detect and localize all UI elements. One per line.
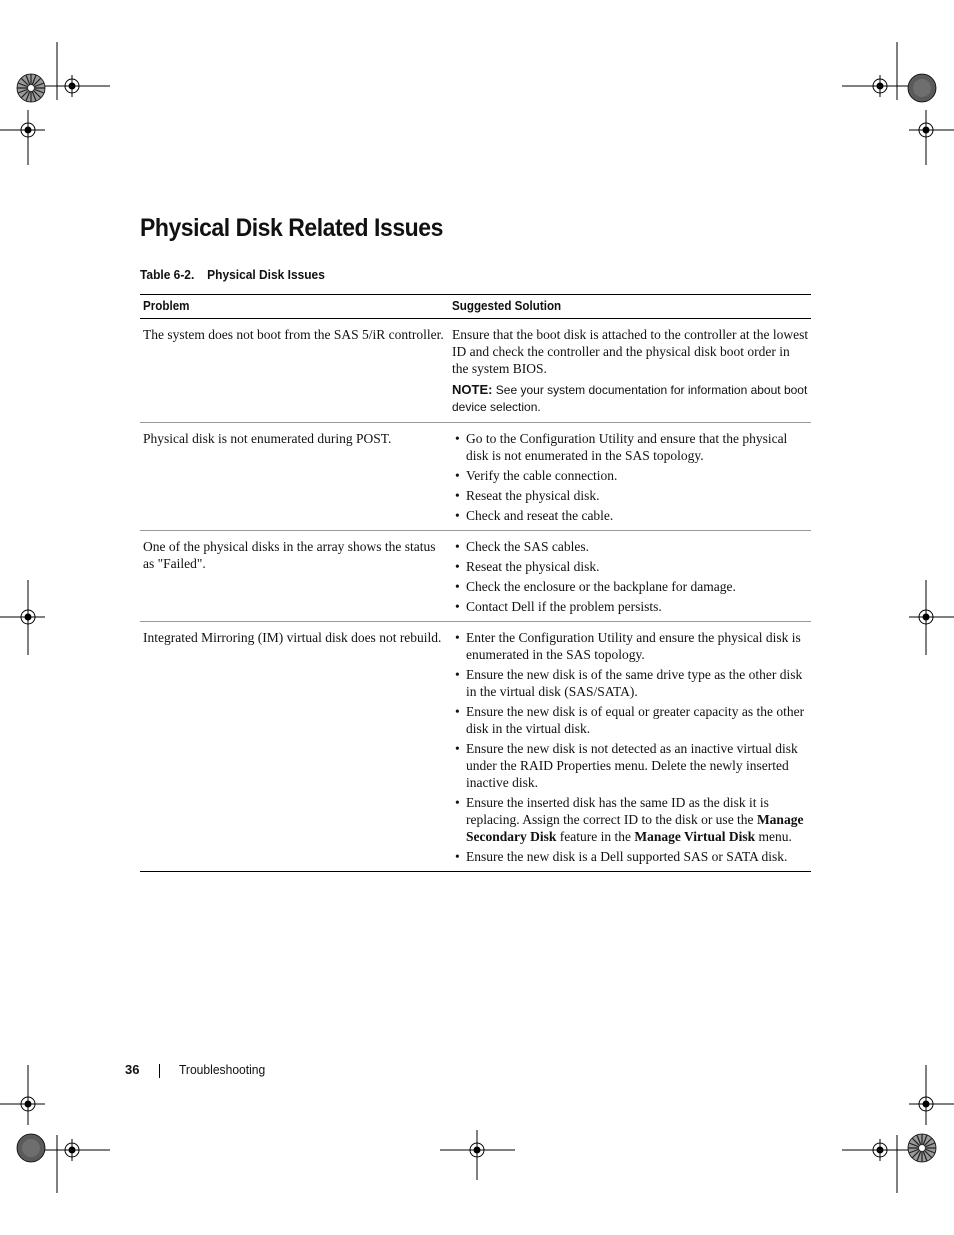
solution-list	[452, 629, 809, 865]
problem-cell: The system does not boot from the SAS 5/iR controller.	[140, 319, 449, 423]
column-header-solution: Suggested Solution	[449, 295, 811, 319]
list-item: • Check and reseat the cable.	[452, 507, 809, 524]
solution-list	[452, 430, 809, 524]
table-row	[140, 622, 811, 872]
list-item: • Ensure the new disk is of equal or greater capacity as the other disk in the virtual disk.	[452, 703, 809, 737]
list-item: • Check the enclosure or the backplane for damage.	[452, 578, 809, 595]
table-header-row	[140, 295, 811, 319]
problem-cell: Integrated Mirroring (IM) virtual disk does not rebuild.	[140, 622, 449, 872]
page-title: Physical Disk Related Issues	[140, 214, 443, 242]
table-caption-number: Table 6-2.	[140, 267, 195, 282]
list-item: • Verify the cable connection.	[452, 467, 809, 484]
footer-section-name: Troubleshooting	[179, 1062, 266, 1077]
table-row	[140, 531, 811, 622]
footer-divider	[159, 1064, 160, 1078]
solution-cell	[449, 319, 811, 423]
problem-cell: Physical disk is not enumerated during POST.	[140, 423, 449, 531]
note-label: NOTE:	[452, 382, 493, 397]
column-header-problem: Problem	[140, 295, 449, 319]
list-item: • Ensure the new disk is not detected as an inactive virtual disk under the RAID Properties menu. Delete the newly inserted inactive disk.	[452, 740, 809, 791]
list-item: • Reseat the physical disk.	[452, 487, 809, 504]
list-item: • Ensure the new disk is of the same drive type as the other disk in the virtual disk (SAS/SATA).	[452, 666, 809, 700]
note	[452, 381, 809, 416]
problem-cell: One of the physical disks in the array shows the status as "Failed".	[140, 531, 449, 622]
list-item: • Ensure the new disk is a Dell supported SAS or SATA disk.	[452, 848, 809, 865]
solution-text: Ensure that the boot disk is attached to the controller at the lowest ID and check the controller and the physical disk boot order in the system BIOS.	[452, 327, 809, 376]
solution-list	[452, 538, 809, 615]
table-caption-title: Physical Disk Issues	[207, 267, 325, 282]
menu-term-manage-virtual-disk: Manage Virtual Disk	[634, 829, 756, 844]
table-row	[140, 319, 811, 423]
list-item: • Enter the Configuration Utility and ensure the physical disk is enumerated in the SAS topology.	[452, 629, 809, 663]
solution-cell	[449, 423, 811, 531]
solution-cell	[449, 622, 811, 872]
list-item	[452, 794, 809, 845]
list-item: • Check the SAS cables.	[452, 538, 809, 555]
list-item: • Go to the Configuration Utility and ensure that the physical disk is not enumerated in the SAS topology.	[452, 430, 809, 464]
solution-cell	[449, 531, 811, 622]
list-item-text: feature in the	[556, 829, 635, 844]
page-number: 36	[125, 1062, 140, 1077]
table-caption	[140, 267, 325, 282]
menu-term-manage-secondary-disk: Manage Secondary Disk	[466, 812, 804, 844]
table-row	[140, 423, 811, 531]
physical-disk-issues-table	[140, 294, 811, 872]
list-item-text: Ensure the inserted disk has the same ID as the disk it is replacing. Assign the correct ID to the disk or use the	[466, 795, 769, 827]
list-item: • Reseat the physical disk.	[452, 558, 809, 575]
note-text: See your system documentation for information about boot device selection.	[452, 383, 808, 414]
list-item-text: menu.	[755, 829, 792, 844]
list-item: • Contact Dell if the problem persists.	[452, 598, 809, 615]
